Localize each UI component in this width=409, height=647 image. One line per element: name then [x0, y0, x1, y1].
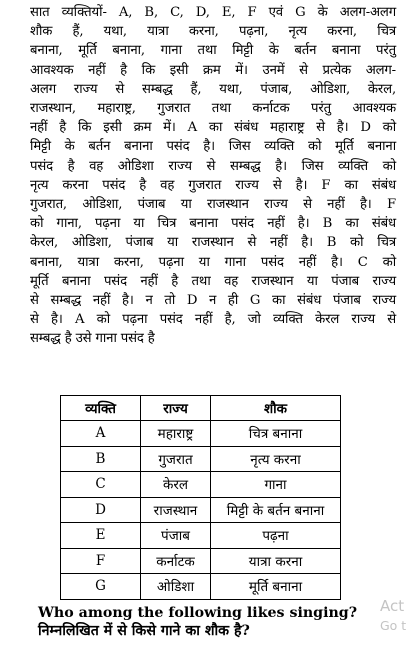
passage-line: राजस्थान, महाराष्ट्र, गुजरात तथा कर्नाटक परंतु आवश्यक — [30, 101, 396, 117]
passage-line: नृत्य करना पसंद है वह गुजरात राज्य से है। F का संबंध — [30, 177, 396, 193]
table-row — [61, 548, 341, 574]
puzzle-passage — [30, 3, 396, 349]
watermark-line-2: Go t — [380, 618, 407, 633]
watermark-line-1: Act — [380, 597, 405, 615]
question-block — [38, 604, 357, 640]
hobby-cell: चित्र बनाना — [211, 421, 341, 447]
table-row — [61, 472, 341, 498]
passage-line: बनाना, यात्रा करना, पढ़ना या गाना पसंद नहीं है। C को — [30, 254, 396, 270]
person-cell: B — [61, 446, 141, 472]
passage-line: नहीं है कि इसी क्रम में। A का संबंध महाराष्ट्र से है। D को — [30, 120, 396, 136]
state-cell: केरल — [141, 472, 211, 498]
state-cell: ओडिशा — [141, 574, 211, 600]
state-cell: कर्नाटक — [141, 548, 211, 574]
passage-line: आवश्यक नहीं है कि इसी क्रम में। उनमें से प्रत्येक अलग- — [30, 62, 396, 78]
table-row — [61, 421, 341, 447]
hobby-cell: यात्रा करना — [211, 548, 341, 574]
hobby-cell: मिट्टी के बर्तन बनाना — [211, 497, 341, 523]
person-cell: D — [61, 497, 141, 523]
passage-line: को गाना, पढ़ना या चित्र बनाना पसंद नहीं है। B का संबंध — [30, 216, 396, 232]
passage-line: मिट्टी के बर्तन बनाना पसंद है। जिस व्यक्ति को मूर्ति बनाना — [30, 139, 396, 155]
passage-line: से सम्बद्ध नहीं है। न तो D न ही G का संबंध पंजाब राज्य — [30, 293, 396, 309]
header-state: राज्य — [141, 396, 211, 421]
state-cell: महाराष्ट्र — [141, 421, 211, 447]
table-header-row — [61, 396, 341, 421]
table-row — [61, 574, 341, 600]
person-cell: F — [61, 548, 141, 574]
hobby-cell: नृत्य करना — [211, 446, 341, 472]
passage-line: पसंद है वह ओडिशा राज्य से सम्बद्ध है। जिस व्यक्ति को — [30, 158, 396, 174]
hobby-cell: गाना — [211, 472, 341, 498]
question-hindi: निम्नलिखित में से किसे गाने का शौक है? — [38, 623, 250, 639]
table-row — [61, 497, 341, 523]
passage-line: मूर्ति बनाना पसंद नहीं है तथा वह राजस्थान या पंजाब राज्य — [30, 273, 396, 289]
person-cell: G — [61, 574, 141, 600]
person-cell: A — [61, 421, 141, 447]
header-person: व्यक्ति — [61, 396, 141, 421]
state-cell: गुजरात — [141, 446, 211, 472]
table-row — [61, 523, 341, 549]
passage-line: से है। A को पढ़ना पसंद नहीं है, जो व्यक्ति केरल राज्य से — [30, 312, 396, 328]
passage-line: शौक हैं, यथा, यात्रा करना, पढ़ना, नृत्य करना, चित्र — [30, 24, 396, 40]
person-cell: C — [61, 472, 141, 498]
passage-line: बनाना, मूर्ति बनाना, गाना तथा मिट्टी के बर्तन बनाना परंतु — [30, 43, 396, 59]
passage-line: अलग राज्य से सम्बद्ध हैं, यथा, पंजाब, ओडिशा, केरल, — [30, 81, 396, 97]
table-row — [61, 446, 341, 472]
header-hobby: शौक — [211, 396, 341, 421]
passage-line: गुजरात, ओडिशा, पंजाब या राजस्थान राज्य से नहीं है। F — [30, 197, 396, 213]
state-cell: पंजाब — [141, 523, 211, 549]
person-cell: E — [61, 523, 141, 549]
hobby-cell: पढ़ना — [211, 523, 341, 549]
question-english: Who among the following likes singing? — [38, 605, 358, 621]
passage-line: केरल, ओडिशा, पंजाब या राजस्थान से नहीं है। B को चित्र — [30, 235, 396, 251]
activation-watermark — [380, 596, 406, 636]
solution-table — [60, 395, 341, 600]
hobby-cell: मूर्ति बनाना — [211, 574, 341, 600]
state-cell: राजस्थान — [141, 497, 211, 523]
passage-line: सम्बद्ध है उसे गाना पसंद है — [30, 331, 155, 347]
passage-line: सात व्यक्तियों- A, B, C, D, E, F एवं G के अलग-अलग — [30, 5, 396, 20]
